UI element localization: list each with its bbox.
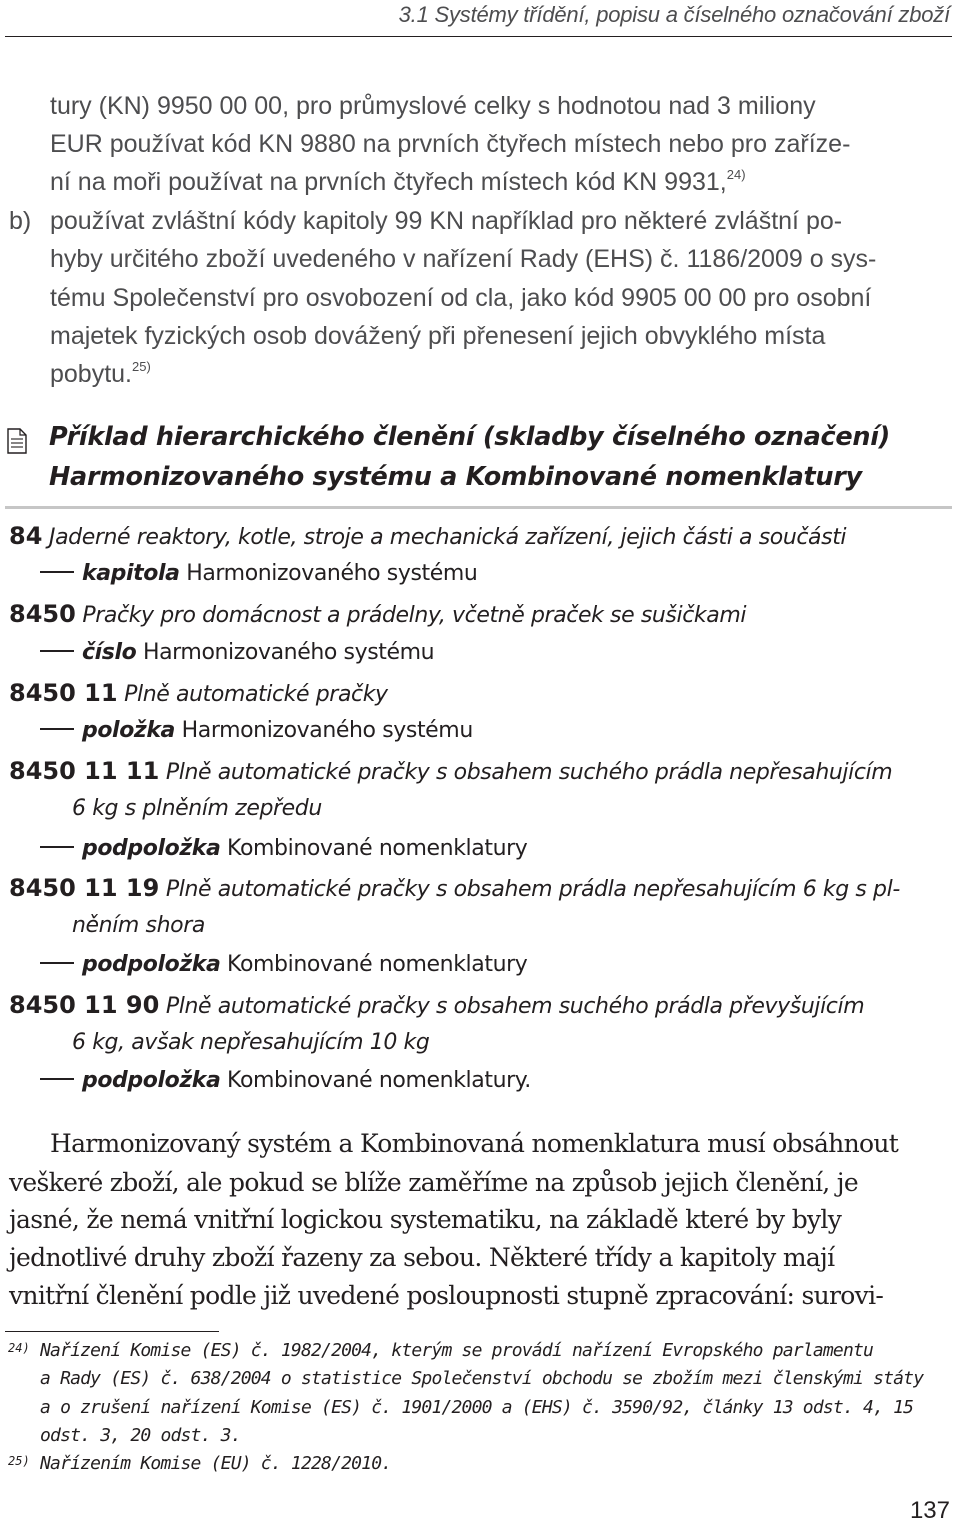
hs-level-desc: Harmonizovaného systému bbox=[142, 640, 435, 665]
footnote-25-line-1: Nařízením Komise (EU) č. 1228/2010. bbox=[40, 1453, 392, 1474]
body-paragraph-line-1: Harmonizovaný systém a Kombinovaná nomenklatura musí obsáhnout bbox=[50, 1129, 899, 1158]
hs-level-name: podpoložka bbox=[82, 952, 221, 977]
list-a-line-2: EUR používat kód KN 9880 na prvních čtyřech místech nebo pro zaříze- bbox=[50, 130, 851, 158]
body-paragraph-line-4: jednotlivé druhy zboží řazeny za sebou. Některé třídy a kapitoly mají bbox=[9, 1243, 835, 1272]
footnote-24-line-1: Nařízení Komise (ES) č. 1982/2004, kterým se provádí nařízení Evropského parlamentu bbox=[40, 1340, 874, 1361]
hs-level-desc: Kombinované nomenklatury. bbox=[227, 1068, 531, 1093]
hs-code: 8450 11 90 bbox=[9, 991, 160, 1019]
example-rule bbox=[5, 506, 952, 509]
hs-level-desc: Kombinované nomenklatury bbox=[227, 952, 528, 977]
hs-item-84501190-cont: 6 kg, avšak nepřesahujícím 10 kg bbox=[72, 1030, 430, 1055]
body-paragraph-line-2: veškeré zboží, ale pokud se blíže zaměříme na způsob jejich členění, je bbox=[9, 1168, 858, 1197]
hs-level-name: podpoložka bbox=[82, 1068, 221, 1093]
hs-level-84 bbox=[40, 561, 477, 586]
hs-desc: Jaderné reaktory, kotle, stroje a mechanická zařízení, jejich části a součásti bbox=[49, 525, 847, 550]
list-b-line-1: používat zvláštní kódy kapitoly 99 KN například pro některé zvláštní po- bbox=[50, 207, 843, 235]
footnote-marker-24: 24) bbox=[8, 1341, 30, 1355]
hs-code: 8450 11 bbox=[9, 679, 118, 707]
header-rule bbox=[5, 36, 952, 37]
example-title-line-1: Příklad hierarchického členění (skladby číselného označení) bbox=[49, 422, 890, 452]
list-a-line-3 bbox=[50, 168, 746, 197]
hs-level-desc: Harmonizovaného systému bbox=[181, 718, 473, 743]
page-number: 137 bbox=[909, 1497, 950, 1524]
footnote-ref-25: 25) bbox=[132, 359, 151, 374]
hs-code: 8450 11 11 bbox=[9, 757, 160, 785]
hs-item-84501190 bbox=[9, 991, 864, 1019]
footnote-24-line-4: odst. 3, 20 odst. 3. bbox=[40, 1425, 241, 1446]
dash bbox=[40, 650, 74, 652]
footnote-ref-24: 24) bbox=[726, 167, 746, 182]
list-b-line-3: tému Společenství pro osvobození od cla, jako kód 9905 00 00 pro osobní bbox=[50, 284, 872, 312]
hs-item-8450 bbox=[9, 600, 746, 628]
hs-item-84501119-cont: něním shora bbox=[72, 913, 205, 938]
hs-level-84501190 bbox=[40, 1068, 531, 1093]
hs-level-name: číslo bbox=[82, 640, 137, 665]
hs-item-845011 bbox=[9, 679, 388, 707]
example-title-line-2: Harmonizovaného systému a Kombinované nomenklatury bbox=[49, 462, 862, 492]
hs-item-84501111 bbox=[9, 757, 892, 785]
body-paragraph-line-5: vnitřní členění podle již uvedené posloupnosti stupně zpracování: surovi- bbox=[9, 1281, 884, 1310]
list-b-line-5 bbox=[50, 360, 151, 389]
body-paragraph-line-3: jasné, že nemá vnitřní logickou systematiku, na základě které by byly bbox=[9, 1205, 842, 1234]
dash bbox=[40, 1078, 74, 1080]
hs-level-name: podpoložka bbox=[82, 836, 221, 861]
hs-desc: Plně automatické pračky s obsahem suchého prádla nepřesahujícím bbox=[165, 760, 893, 785]
hs-item-84 bbox=[9, 522, 846, 550]
hs-level-845011 bbox=[40, 718, 473, 743]
dash bbox=[40, 962, 74, 964]
hs-code: 84 bbox=[9, 522, 43, 550]
hs-level-name: kapitola bbox=[82, 561, 180, 586]
list-b-line-5-text: pobytu. bbox=[50, 360, 133, 388]
dash bbox=[40, 728, 74, 730]
hs-level-name: položka bbox=[82, 718, 175, 743]
hs-desc: Pračky pro domácnost a prádelny, včetně praček se sušičkami bbox=[82, 603, 747, 628]
dash bbox=[40, 846, 74, 848]
list-a-line-3-text: ní na moři používat na prvních čtyřech místech kód KN 9931, bbox=[50, 168, 727, 196]
running-header: 3.1 Systémy třídění, popisu a číselného označování zboží bbox=[398, 2, 950, 27]
hs-level-8450 bbox=[40, 640, 434, 665]
list-marker-b: b) bbox=[9, 207, 32, 235]
hs-desc: Plně automatické pračky s obsahem suchého prádla převyšujícím bbox=[165, 994, 865, 1019]
list-b-line-2: hyby určitého zboží uvedeného v nařízení Rady (EHS) č. 1186/2009 o sys- bbox=[50, 245, 877, 273]
hs-level-desc: Harmonizovaného systému bbox=[186, 561, 478, 586]
list-b-line-4: majetek fyzických osob dovážený při přenesení jejich obvyklého místa bbox=[50, 322, 826, 350]
dash bbox=[40, 571, 74, 573]
hs-level-84501111 bbox=[40, 836, 527, 861]
hs-code: 8450 11 19 bbox=[9, 874, 160, 902]
hs-code: 8450 bbox=[9, 600, 76, 628]
list-a-line-1: tury (KN) 9950 00 00, pro průmyslové celky s hodnotou nad 3 miliony bbox=[50, 92, 816, 120]
footnote-marker-25: 25) bbox=[8, 1454, 30, 1468]
footnote-24-line-2: a Rady (ES) č. 638/2004 o statistice Společenství obchodu se zbožím mezi členskými státy bbox=[40, 1368, 924, 1389]
footnote-rule bbox=[5, 1331, 219, 1332]
hs-level-desc: Kombinované nomenklatury bbox=[227, 836, 528, 861]
hs-desc: Plně automatické pračky bbox=[124, 682, 388, 707]
footnote-24-line-3: a o zrušení nařízení Komise (ES) č. 1901/2000 a (EHS) č. 3590/92, články 13 odst. 4, 15 bbox=[40, 1397, 914, 1418]
hs-desc: Plně automatické pračky s obsahem prádla nepřesahujícím 6 kg s pl- bbox=[165, 877, 900, 902]
hs-level-84501119 bbox=[40, 952, 527, 977]
example-document-icon bbox=[6, 428, 28, 454]
hs-item-84501119 bbox=[9, 874, 900, 902]
hs-item-84501111-cont: 6 kg s plněním zepředu bbox=[72, 796, 322, 821]
